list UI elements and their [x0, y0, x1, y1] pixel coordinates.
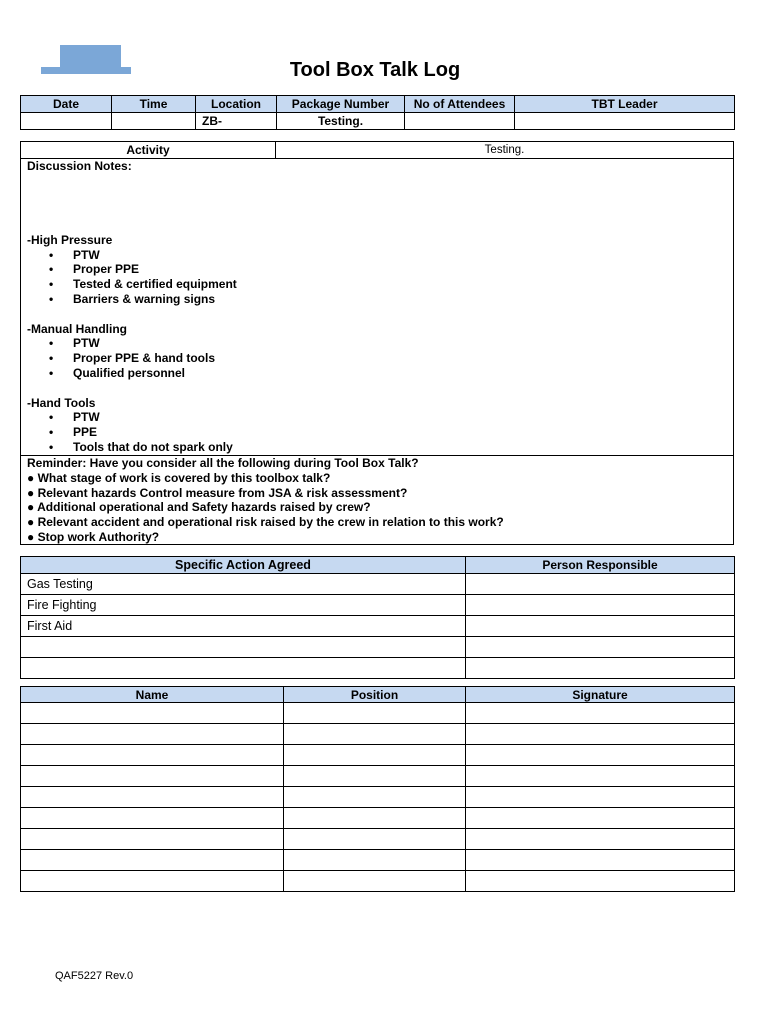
- signature-cell[interactable]: [466, 724, 735, 745]
- actions-header-row: [21, 557, 735, 574]
- location-header: Location: [196, 96, 277, 113]
- table-row: [21, 808, 735, 829]
- position-cell[interactable]: [284, 745, 466, 766]
- reminder-item: ● Additional operational and Safety hazards raised by crew?: [27, 500, 371, 515]
- list-item: • PTW: [49, 336, 727, 351]
- name-cell[interactable]: [21, 703, 284, 724]
- attendance-header-row: [21, 687, 735, 703]
- activity-value-field[interactable]: Testing.: [484, 144, 525, 156]
- list-item: • Barriers & warning signs: [49, 292, 727, 307]
- reminder-item: ● What stage of work is covered by this toolbox talk?: [27, 470, 331, 485]
- name-cell[interactable]: [21, 766, 284, 787]
- page-title: Tool Box Talk Log: [289, 59, 461, 81]
- signature-header: Signature: [466, 687, 735, 703]
- tbt-leader-header: TBT Leader: [515, 96, 735, 113]
- table-row: [21, 766, 735, 787]
- position-cell[interactable]: [284, 850, 466, 871]
- table-row: [21, 595, 735, 616]
- location-field[interactable]: ZB-: [196, 113, 277, 130]
- list-item: • PTW: [49, 410, 727, 425]
- manual-handling-list: [27, 336, 727, 380]
- signature-cell[interactable]: [466, 703, 735, 724]
- reminder-title: Reminder: Have you consider all the following during Tool Box Talk?: [27, 456, 419, 470]
- person-cell[interactable]: [466, 616, 735, 637]
- signature-cell[interactable]: [466, 871, 735, 892]
- date-header: Date: [21, 96, 112, 113]
- list-item: • Proper PPE: [49, 262, 727, 277]
- position-cell[interactable]: [284, 703, 466, 724]
- signature-cell[interactable]: [466, 787, 735, 808]
- attendees-field[interactable]: [405, 113, 515, 130]
- person-responsible-header: Person Responsible: [466, 557, 735, 574]
- list-item: • PPE: [49, 425, 727, 440]
- info-header-row: [21, 96, 735, 113]
- package-number-field[interactable]: Testing.: [277, 113, 405, 130]
- form-reference: QAF5227 Rev.0: [55, 970, 134, 982]
- name-cell[interactable]: [21, 871, 284, 892]
- reminder-box: [21, 455, 733, 544]
- table-row: [21, 829, 735, 850]
- position-header: Position: [284, 687, 466, 703]
- activity-header-row: [21, 142, 733, 159]
- list-item: • Qualified personnel: [49, 366, 727, 381]
- activity-label: Activity: [21, 142, 276, 158]
- action-cell[interactable]: Gas Testing: [21, 574, 466, 595]
- list-item: • Tested & certified equipment: [49, 277, 727, 292]
- list-item: • PTW: [49, 248, 727, 263]
- time-field[interactable]: [112, 113, 196, 130]
- time-header: Time: [112, 96, 196, 113]
- tbt-leader-field[interactable]: [515, 113, 735, 130]
- name-cell[interactable]: [21, 829, 284, 850]
- position-cell[interactable]: [284, 829, 466, 850]
- person-cell[interactable]: [466, 637, 735, 658]
- reminder-item: ● Stop work Authority?: [27, 529, 160, 544]
- name-cell[interactable]: [21, 850, 284, 871]
- list-item: • Tools that do not spark only: [49, 440, 727, 455]
- position-cell[interactable]: [284, 724, 466, 745]
- position-cell[interactable]: [284, 787, 466, 808]
- specific-action-header: Specific Action Agreed: [21, 557, 466, 574]
- reminder-item: ● Relevant hazards Control measure from JSA & risk assessment?: [27, 485, 408, 500]
- section-spacer: [27, 307, 727, 322]
- hand-tools-list: [27, 410, 727, 454]
- attendance-table: [20, 686, 735, 892]
- attendance-rows: [21, 703, 735, 892]
- table-row: [21, 745, 735, 766]
- table-row: [21, 787, 735, 808]
- name-cell[interactable]: [21, 787, 284, 808]
- high-pressure-list: [27, 248, 727, 307]
- reminder-item: ● Relevant accident and operational risk raised by the crew in relation to this work?: [27, 515, 504, 530]
- name-cell[interactable]: [21, 808, 284, 829]
- table-row: [21, 724, 735, 745]
- action-cell[interactable]: First Aid: [21, 616, 466, 637]
- section-heading-high-pressure: -High Pressure: [27, 232, 113, 247]
- discussion-notes-title: Discussion Notes:: [27, 159, 132, 173]
- person-cell[interactable]: [466, 595, 735, 616]
- person-cell[interactable]: [466, 574, 735, 595]
- action-cell[interactable]: [21, 658, 466, 679]
- table-row: [21, 616, 735, 637]
- name-header: Name: [21, 687, 284, 703]
- signature-cell[interactable]: [466, 745, 735, 766]
- signature-cell[interactable]: [466, 829, 735, 850]
- position-cell[interactable]: [284, 766, 466, 787]
- notes-blank-space: [27, 174, 727, 233]
- position-cell[interactable]: [284, 871, 466, 892]
- info-value-row: [21, 113, 735, 130]
- signature-cell[interactable]: [466, 850, 735, 871]
- info-table: [20, 95, 735, 130]
- signature-cell[interactable]: [466, 766, 735, 787]
- table-row: [21, 658, 735, 679]
- table-row: [21, 850, 735, 871]
- section-heading-hand-tools: -Hand Tools: [27, 395, 96, 410]
- table-row: [21, 703, 735, 724]
- name-cell[interactable]: [21, 724, 284, 745]
- section-heading-manual-handling: -Manual Handling: [27, 321, 127, 336]
- name-cell[interactable]: [21, 745, 284, 766]
- table-row: [21, 871, 735, 892]
- list-item: • Proper PPE & hand tools: [49, 351, 727, 366]
- person-cell[interactable]: [466, 658, 735, 679]
- activity-box: [20, 141, 734, 545]
- signature-cell[interactable]: [466, 808, 735, 829]
- position-cell[interactable]: [284, 808, 466, 829]
- attendees-header: No of Attendees: [405, 96, 515, 113]
- table-row: [21, 637, 735, 658]
- discussion-notes[interactable]: [27, 159, 727, 455]
- action-cell[interactable]: Fire Fighting: [21, 595, 466, 616]
- action-cell[interactable]: [21, 637, 466, 658]
- section-spacer: [27, 381, 727, 396]
- actions-table: [20, 556, 735, 679]
- date-field[interactable]: [21, 113, 112, 130]
- package-number-header: Package Number: [277, 96, 405, 113]
- table-row: [21, 574, 735, 595]
